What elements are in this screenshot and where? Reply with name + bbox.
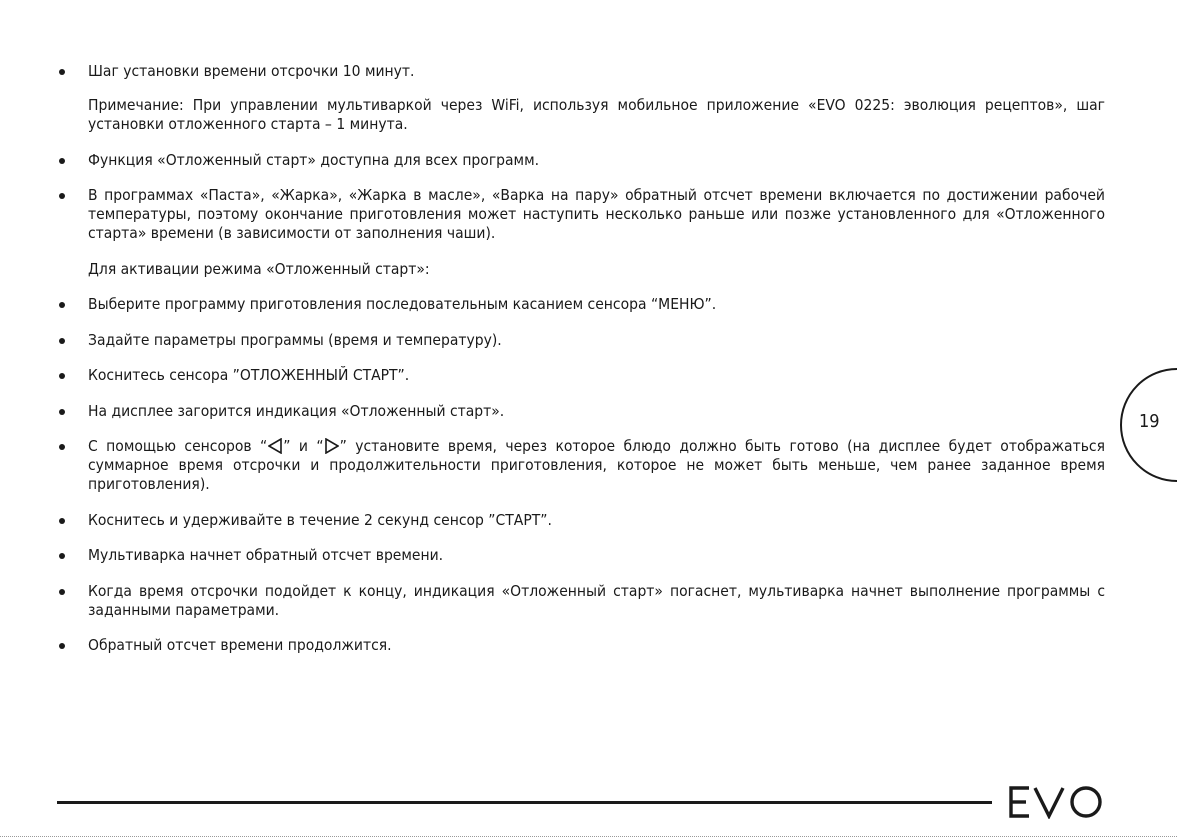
item-text: Задайте параметры программы (время и температуру). bbox=[88, 330, 502, 349]
item-text: Мультиварка начнет обратный отсчет времени. bbox=[88, 546, 444, 564]
list-item bbox=[59, 402, 1105, 421]
list-item-sensors bbox=[59, 437, 1105, 494]
item-text: В программах «Паста», «Жарка», «Жарка в масле», «Варка на пару» обратный отсчет времени включается по достижении рабочей температуры, поэтому окончание приготовления может наступить несколько раньше или позже установленного для «Отложенного старта» времени (в зависимости от заполнения чаши). bbox=[88, 186, 1105, 242]
list-item bbox=[59, 331, 1105, 350]
list-item bbox=[59, 366, 1105, 385]
item-text-part3: ” установите время, через которое блюдо должно быть готово (на дисплее будет отображаться суммарное время отсрочки и продолжительности приготовления, которое не может быть меньше, чем ранее заданное время приготовления). bbox=[88, 437, 1105, 493]
item-text: Когда время отсрочки подойдет к концу, индикация «Отложенный старт» погаснет, мультиварка начнет выполнение программы с заданными параметрами. bbox=[88, 581, 1105, 619]
item-text: Выберите программу приготовления последовательным касанием сенсора “МЕНЮ”. bbox=[88, 295, 717, 313]
list-item bbox=[59, 151, 1105, 170]
list-item bbox=[59, 295, 1105, 314]
note-paragraph bbox=[59, 96, 1105, 134]
evo-logo bbox=[1008, 785, 1106, 819]
item-text-part1: С помощью сенсоров “ bbox=[88, 437, 268, 455]
item-text: Функция «Отложенный старт» доступна для всех программ. bbox=[88, 150, 540, 169]
intro-text: Для активации режима «Отложенный старт»: bbox=[88, 259, 430, 278]
list-item bbox=[59, 582, 1105, 620]
item-text: На дисплее загорится индикация «Отложенный старт». bbox=[88, 401, 505, 420]
footer-divider bbox=[57, 801, 992, 804]
list-item bbox=[59, 636, 1105, 655]
section-intro bbox=[59, 260, 1105, 279]
list-item bbox=[59, 511, 1105, 530]
item-text: Обратный отсчет времени продолжится. bbox=[88, 636, 392, 654]
page-number: 19 bbox=[1139, 411, 1160, 432]
note-text: Примечание: При управлении мультиваркой через WiFi, используя мобильное приложение «EVO 0225: эволюция рецептов», шаг установки отложенного старта – 1 минута. bbox=[88, 96, 1105, 133]
item-text: Коснитесь сенсора ”ОТЛОЖЕННЫЙ СТАРТ”. bbox=[88, 366, 410, 384]
page-edge bbox=[0, 836, 1177, 837]
triangle-right-icon bbox=[325, 438, 339, 454]
triangle-left-icon bbox=[268, 438, 282, 454]
item-text: Коснитесь и удерживайте в течение 2 секунд сенсор ”СТАРТ”. bbox=[88, 510, 552, 529]
item-text-part2: ” и “ bbox=[283, 437, 324, 455]
instructions-list bbox=[59, 62, 1105, 655]
list-item bbox=[59, 546, 1105, 565]
list-item bbox=[59, 186, 1105, 243]
page-number-badge bbox=[1120, 368, 1177, 482]
item-text: Шаг установки времени отсрочки 10 минут. bbox=[88, 62, 415, 80]
list-item bbox=[59, 62, 1105, 81]
